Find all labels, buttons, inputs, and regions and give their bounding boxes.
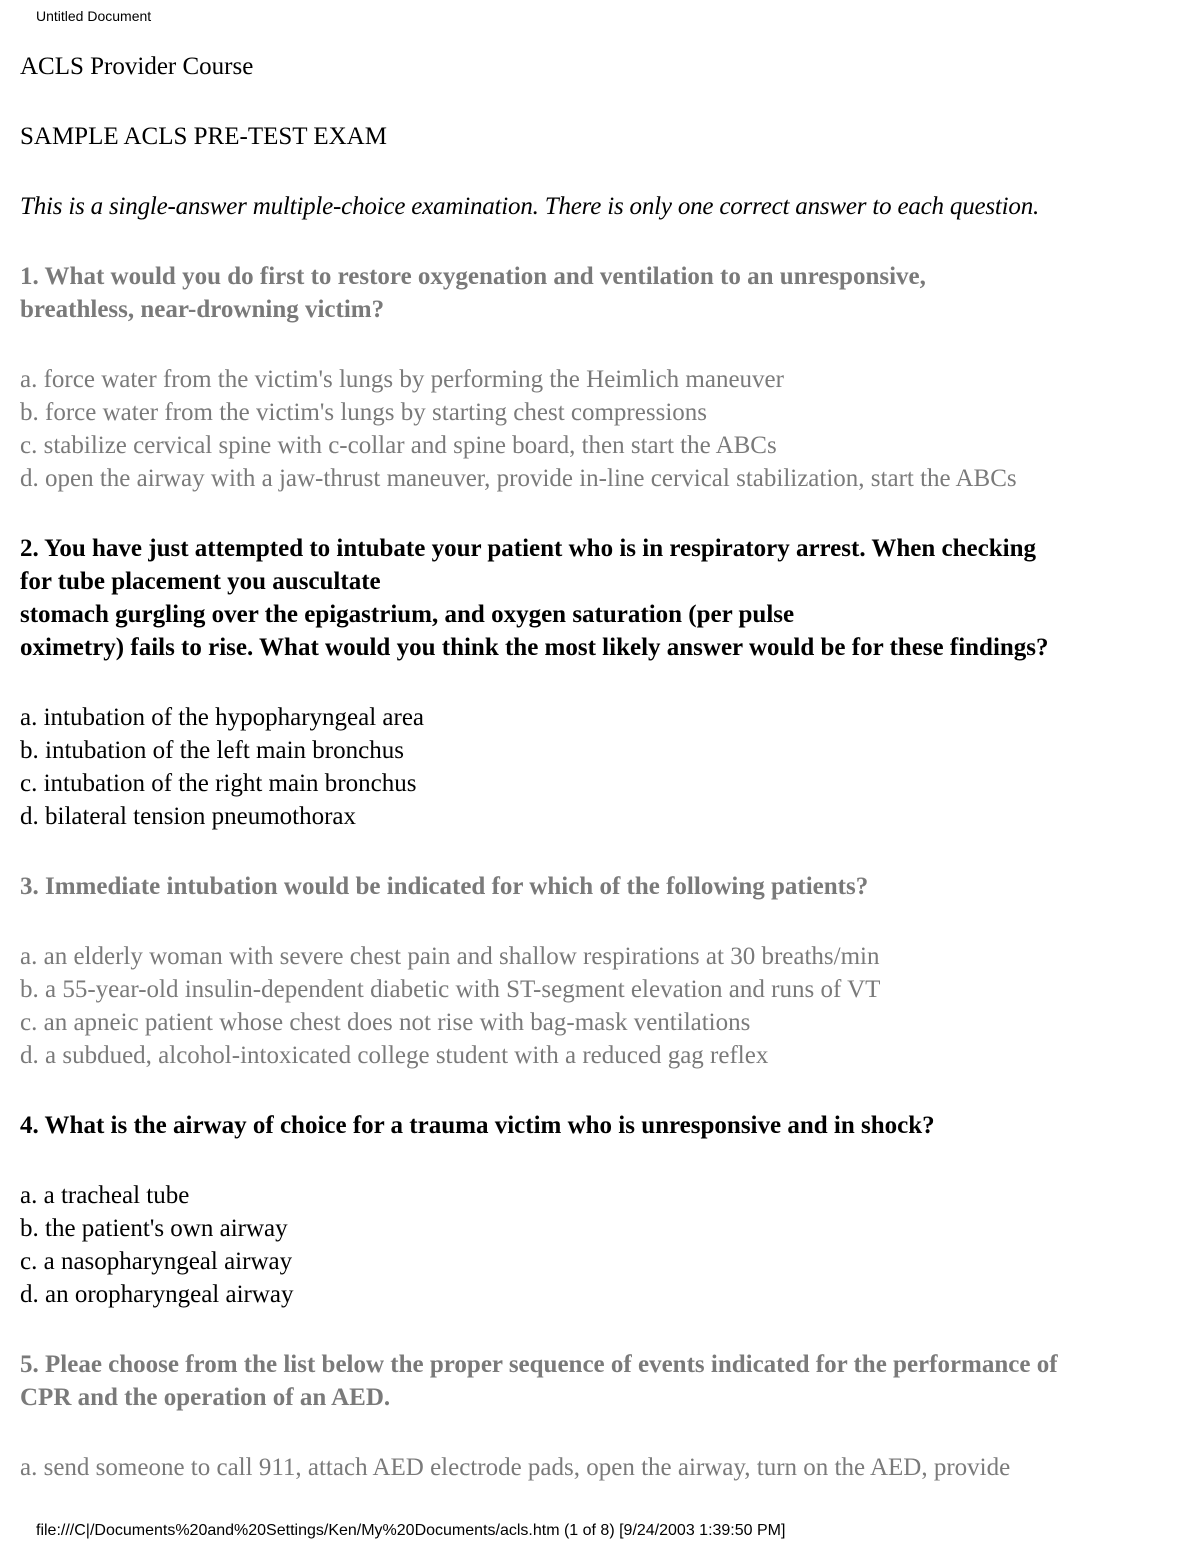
question-2-line-1: 2. You have just attempted to intubate your patient who is in respiratory arrest. When checking (20, 535, 1036, 562)
question-1-options (20, 363, 1185, 495)
question-3-option-d: d. a subdued, alcohol-intoxicated college student with a reduced gag reflex (20, 1042, 769, 1069)
question-2-line-3: stomach gurgling over the epigastrium, and oxygen saturation (per pulse (20, 601, 795, 628)
question-3-line-1: 3. Immediate intubation would be indicated for which of the following patients? (20, 873, 869, 900)
question-2 (20, 532, 1185, 664)
question-2-option-b: b. intubation of the left main bronchus (20, 737, 404, 764)
question-1-line-1: 1. What would you do first to restore oxygenation and ventilation to an unresponsive, (20, 263, 926, 290)
question-3-option-c: c. an apneic patient whose chest does not rise with bag-mask ventilations (20, 1009, 751, 1036)
question-5-option-a: a. send someone to call 911, attach AED electrode pads, open the airway, turn on the AED, provide (20, 1454, 1011, 1481)
question-4-line-1: 4. What is the airway of choice for a trauma victim who is unresponsive and in shock? (20, 1112, 935, 1139)
question-4-options (20, 1179, 1185, 1311)
question-5-line-2: CPR and the operation of an AED. (20, 1384, 391, 1411)
question-1-line-2: breathless, near-drowning victim? (20, 296, 385, 323)
exam-title: SAMPLE ACLS PRE-TEST EXAM (20, 123, 387, 150)
question-3-options (20, 940, 1185, 1072)
page-header-title: Untitled Document (36, 8, 152, 24)
question-3 (20, 870, 1185, 903)
question-1-option-b: b. force water from the victim's lungs by starting chest compressions (20, 399, 707, 426)
question-4-option-d: d. an oropharyngeal airway (20, 1281, 294, 1308)
question-1-option-c: c. stabilize cervical spine with c-collar and spine board, then start the ABCs (20, 432, 777, 459)
question-5-options (20, 1451, 1185, 1484)
exam-instructions: This is a single-answer multiple-choice examination. There is only one correct answer to each question. (20, 193, 1040, 220)
question-1-option-a: a. force water from the victim's lungs by performing the Heimlich maneuver (20, 366, 784, 393)
question-2-line-2: for tube placement you auscultate (20, 568, 381, 595)
question-5 (20, 1348, 1185, 1414)
question-1 (20, 260, 1185, 326)
question-2-option-a: a. intubation of the hypopharyngeal area (20, 704, 425, 731)
question-3-option-a: a. an elderly woman with severe chest pain and shallow respirations at 30 breaths/min (20, 943, 880, 970)
question-4-option-b: b. the patient's own airway (20, 1215, 288, 1242)
question-1-option-d: d. open the airway with a jaw-thrust maneuver, provide in-line cervical stabilization, start the ABCs (20, 465, 1017, 492)
question-2-option-d: d. bilateral tension pneumothorax (20, 803, 357, 830)
question-3-option-b: b. a 55-year-old insulin-dependent diabetic with ST-segment elevation and runs of VT (20, 976, 881, 1003)
page-footer-url: file:///C|/Documents%20and%20Settings/Ken/My%20Documents/acls.htm (1 of 8) [9/24/2003 1:39:50 PM] (36, 1522, 786, 1539)
question-2-options (20, 701, 1185, 833)
question-4-option-c: c. a nasopharyngeal airway (20, 1248, 293, 1275)
question-4 (20, 1109, 1185, 1142)
question-2-line-4: oximetry) fails to rise. What would you think the most likely answer would be for these findings? (20, 634, 1049, 661)
course-title: ACLS Provider Course (20, 53, 254, 80)
question-2-option-c: c. intubation of the right main bronchus (20, 770, 417, 797)
question-4-option-a: a. a tracheal tube (20, 1182, 190, 1209)
question-5-line-1: 5. Pleae choose from the list below the proper sequence of events indicated for the performance of (20, 1351, 1058, 1378)
document-body (20, 50, 1185, 1521)
